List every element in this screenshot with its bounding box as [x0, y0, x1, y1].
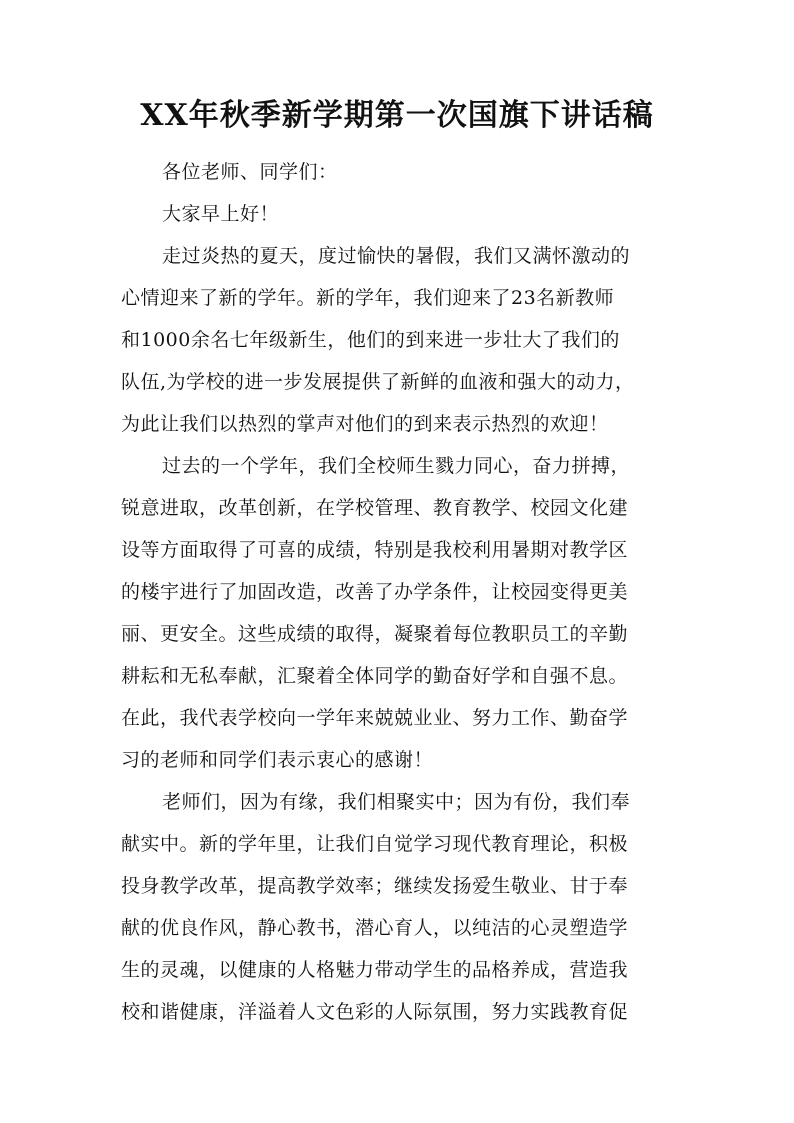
paragraph-3-line-2: 献实中。新的学年里，让我们自觉学习现代教育理论，积极: [121, 833, 629, 855]
paragraph-1-line-2: 心情迎来了新的学年。新的学年，我们迎来了23名新教师: [121, 287, 615, 309]
paragraph-2-line-5: 丽、更安全。这些成绩的取得，凝聚着每位教职员工的辛勤: [121, 623, 629, 645]
paragraph-1-line-3: 和1000余名七年级新生，他们的到来进一步壮大了我们的: [121, 329, 620, 351]
greeting-line: 各位老师、同学们：: [162, 161, 338, 183]
paragraph-2-line-8: 习的老师和同学们表示衷心的感谢！: [121, 749, 434, 771]
paragraph-1-line-4: 队伍,为学校的进一步发展提供了新鲜的血液和强大的动力，: [121, 371, 635, 393]
paragraph-2-line-2: 锐意进取，改革创新，在学校管理、教育教学、校园文化建: [121, 497, 629, 519]
paragraph-3-line-5: 生的灵魂，以健康的人格魅力带动学生的品格养成，营造我: [121, 959, 629, 981]
paragraph-3-line-1: 老师们，因为有缘，我们相聚实中；因为有份，我们奉: [162, 791, 631, 813]
salutation-line: 大家早上好！: [162, 203, 280, 225]
paragraph-2-line-1: 过去的一个学年，我们全校师生戮力同心，奋力拼搏，: [162, 455, 631, 477]
paragraph-3-line-3: 投身教学改革，提高教学效率；继续发扬爱生敬业、甘于奉: [121, 875, 629, 897]
document-title: XX年秋季新学期第一次国旗下讲话稿: [140, 98, 654, 133]
paragraph-2-line-4: 的楼宇进行了加固改造，改善了办学条件，让校园变得更美: [121, 581, 629, 603]
paragraph-1-line-5: 为此让我们以热烈的掌声对他们的到来表示热烈的欢迎！: [121, 413, 609, 435]
paragraph-2-line-7: 在此，我代表学校向一学年来兢兢业业、努力工作、勤奋学: [121, 707, 629, 729]
paragraph-1-line-1: 走过炎热的夏天，度过愉快的暑假，我们又满怀激动的: [162, 245, 631, 267]
paragraph-2-line-3: 设等方面取得了可喜的成绩，特别是我校利用暑期对教学区: [121, 539, 629, 561]
paragraph-3-line-6: 校和谐健康，洋溢着人文色彩的人际氛围，努力实践教育促: [121, 1001, 629, 1023]
paragraph-3-line-4: 献的优良作风，静心教书，潜心育人，以纯洁的心灵塑造学: [121, 917, 629, 939]
paragraph-2-line-6: 耕耘和无私奉献，汇聚着全体同学的勤奋好学和自强不息。: [121, 665, 629, 687]
